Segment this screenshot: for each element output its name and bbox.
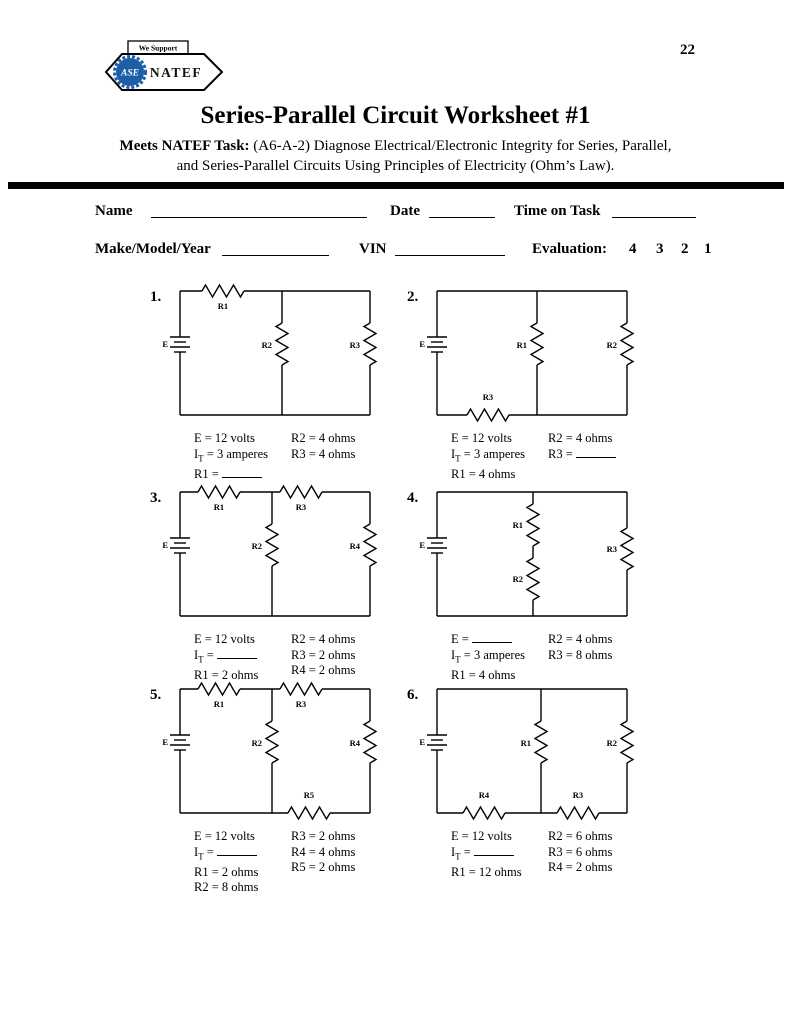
- circuit-diagram-3: [160, 484, 382, 624]
- givens-left-column: [194, 632, 258, 683]
- r3-label: R3: [295, 502, 307, 512]
- task-description: [0, 136, 791, 176]
- r1-label: R1: [213, 502, 225, 512]
- vin-underline: [395, 255, 505, 256]
- givens-right-column: [548, 829, 612, 876]
- resistor-r5-icon: [288, 807, 330, 819]
- wires: [180, 291, 370, 415]
- battery-icon: [170, 538, 190, 553]
- circuit-diagram-2: [417, 283, 639, 423]
- problem-number: 5.: [150, 687, 162, 703]
- r2-label: R2: [512, 574, 523, 584]
- resistor-r3-icon: [280, 683, 322, 695]
- page-title: Series-Parallel Circuit Worksheet #1: [200, 102, 591, 129]
- given-line: R2 = 4 ohms: [548, 431, 613, 445]
- resistor-r4-icon: [463, 807, 505, 819]
- make-model-year-underline: [222, 255, 329, 256]
- divider-rule: [8, 182, 784, 189]
- resistor-r3-icon: [364, 323, 376, 365]
- given-line: E = 12 volts: [194, 829, 255, 843]
- evaluation-value-2: 2: [681, 241, 689, 257]
- given-line: $I_T = 3$ amperes: [451, 446, 525, 463]
- resistor-r1-icon: [202, 285, 244, 297]
- given-line: $I_T = 3$ amperes: [194, 446, 268, 463]
- given-line: R2 = 4 ohms: [548, 632, 613, 646]
- page-number: 22: [680, 42, 695, 58]
- r1-label: R1: [516, 340, 527, 350]
- given-line: R2 = 6 ohms: [548, 829, 613, 843]
- r4-label: R4: [478, 790, 490, 800]
- given-line: R2 = 4 ohms: [291, 431, 356, 445]
- resistor-r4-icon: [364, 721, 376, 763]
- answer-blank: [222, 467, 262, 478]
- given-line: E = 12 volts: [194, 632, 255, 646]
- givens-left-column: [194, 829, 258, 896]
- task-line-1-text: (A6-A-2) Diagnose Electrical/Electronic Integrity for Series, Parallel,: [249, 138, 672, 154]
- resistor-r3-icon: [557, 807, 599, 819]
- battery-icon: [170, 735, 190, 750]
- evaluation-label: Evaluation:: [532, 241, 608, 257]
- answer-blank: [472, 632, 512, 643]
- r3-label: R3: [482, 392, 494, 402]
- make-model-year-label: Make/Model/Year: [95, 241, 211, 257]
- evaluation-value-4: 4: [629, 241, 637, 257]
- battery-icon: [427, 337, 447, 352]
- given-line: E = 12 volts: [194, 431, 255, 445]
- resistor-r2-icon: [266, 524, 278, 566]
- resistor-r1-icon: [531, 323, 543, 365]
- resistor-r2-icon: [621, 721, 633, 763]
- given-line: E =: [451, 632, 525, 648]
- given-line: $I_T = 3$ amperes: [451, 647, 525, 664]
- battery-icon: [170, 337, 190, 352]
- givens-right-column: [291, 632, 355, 679]
- circuit-diagram-5: [160, 681, 382, 821]
- problem-5: [148, 681, 428, 893]
- given-line: $I_T$ =: [194, 845, 258, 865]
- r1-label: R1: [512, 520, 523, 530]
- battery-label: E: [162, 339, 168, 349]
- natef-label: NATEF: [149, 65, 203, 80]
- givens-right-column: [548, 431, 616, 462]
- given-line: $I_T$ =: [451, 845, 522, 865]
- name-underline: [151, 217, 367, 218]
- given-line: E = 12 volts: [451, 431, 512, 445]
- resistor-r2-icon: [621, 323, 633, 365]
- problem-1: [148, 283, 428, 495]
- problem-number: 6.: [407, 687, 419, 703]
- resistor-r2-icon: [276, 323, 288, 365]
- r4-label: R4: [349, 541, 360, 551]
- task-line-1: [0, 136, 791, 156]
- given-line: R1 = 2 ohms: [194, 864, 259, 879]
- problem-6: [405, 681, 685, 893]
- circuit-diagram-4: [417, 484, 639, 624]
- given-line: R3 =: [548, 447, 616, 463]
- problem-number: 4.: [407, 490, 419, 506]
- r4-label: R4: [349, 738, 360, 748]
- r1-label: R1: [217, 301, 229, 311]
- problem-number: 3.: [150, 490, 162, 506]
- given-line: $I_T$ =: [194, 648, 258, 668]
- ase-label: ASE: [121, 68, 139, 79]
- resistor-r1-icon: [198, 486, 240, 498]
- evaluation-value-1: 1: [704, 241, 712, 257]
- givens-right-column: [548, 632, 612, 663]
- resistor-r3-icon: [280, 486, 322, 498]
- resistor-r2-icon: [527, 558, 539, 600]
- given-line: E = 12 volts: [451, 829, 512, 843]
- given-line: R2 = 8 ohms: [194, 880, 259, 894]
- we-support-label: We Support: [138, 43, 178, 53]
- problem-2: [405, 283, 685, 495]
- given-line: R1 = 4 ohms: [451, 466, 516, 481]
- battery-label: E: [419, 540, 425, 550]
- r2-label: R2: [261, 340, 272, 350]
- wires: [437, 689, 627, 813]
- given-line: R2 = 4 ohms: [291, 632, 356, 646]
- given-line: R3 = 6 ohms: [548, 844, 613, 859]
- answer-blank: [217, 648, 257, 659]
- given-line: R1 =: [194, 467, 268, 483]
- givens-block: [194, 829, 428, 899]
- givens-block: [451, 829, 685, 899]
- given-line: R4 = 2 ohms: [291, 663, 356, 677]
- resistor-r2-icon: [266, 721, 278, 763]
- givens-right-column: [291, 431, 355, 462]
- r2-label: R2: [606, 340, 617, 350]
- givens-left-column: [451, 431, 525, 482]
- name-label: Name: [95, 203, 133, 219]
- answer-blank: [576, 447, 616, 458]
- resistor-r1-icon: [527, 504, 539, 546]
- given-line: R3 = 8 ohms: [548, 647, 613, 662]
- r1-label: R1: [520, 738, 531, 748]
- r2-label: R2: [606, 738, 617, 748]
- problem-3: [148, 484, 428, 696]
- wires: [437, 291, 627, 415]
- battery-icon: [427, 538, 447, 553]
- task-line-2: and Series-Parallel Circuits Using Principles of Electricity (Ohm’s Law).: [176, 158, 615, 174]
- problem-4: [405, 484, 685, 696]
- given-line: R3 = 4 ohms: [291, 446, 356, 461]
- given-line: R3 = 2 ohms: [291, 829, 356, 843]
- problem-number: 2.: [407, 289, 419, 305]
- resistor-r3-icon: [621, 528, 633, 570]
- resistor-r1-icon: [198, 683, 240, 695]
- r5-label: R5: [303, 790, 315, 800]
- answer-blank: [217, 845, 257, 856]
- vin-label: VIN: [359, 241, 387, 257]
- date-underline: [429, 217, 495, 218]
- battery-icon: [427, 735, 447, 750]
- problem-number: 1.: [150, 289, 162, 305]
- givens-left-column: [451, 632, 525, 683]
- r1-label: R1: [213, 699, 225, 709]
- natef-logo: [96, 38, 228, 96]
- time-on-task-underline: [612, 217, 696, 218]
- given-line: R4 = 2 ohms: [548, 860, 613, 874]
- r2-label: R2: [251, 541, 262, 551]
- r2-label: R2: [251, 738, 262, 748]
- evaluation-value-3: 3: [656, 241, 664, 257]
- time-on-task-label: Time on Task: [514, 203, 601, 219]
- resistor-r4-icon: [364, 524, 376, 566]
- givens-right-column: [291, 829, 355, 876]
- battery-label: E: [419, 737, 425, 747]
- resistor-r3-icon: [467, 409, 509, 421]
- given-line: R1 = 12 ohms: [451, 864, 522, 879]
- given-line: R1 = 4 ohms: [451, 667, 516, 682]
- given-line: R5 = 2 ohms: [291, 860, 356, 874]
- date-label: Date: [390, 203, 420, 219]
- wires: [180, 492, 370, 616]
- battery-label: E: [162, 540, 168, 550]
- r3-label: R3: [572, 790, 584, 800]
- circuit-diagram-6: [417, 681, 639, 821]
- givens-left-column: [451, 829, 522, 880]
- battery-label: E: [162, 737, 168, 747]
- resistor-r1-icon: [535, 721, 547, 763]
- r3-label: R3: [349, 340, 360, 350]
- task-label: Meets NATEF Task:: [119, 138, 250, 154]
- r3-label: R3: [295, 699, 307, 709]
- wires: [180, 689, 370, 813]
- given-line: R4 = 4 ohms: [291, 844, 356, 859]
- r3-label: R3: [606, 544, 617, 554]
- battery-label: E: [419, 339, 425, 349]
- given-line: R1 = 2 ohms: [194, 667, 259, 682]
- circuit-diagram-1: [160, 283, 382, 423]
- answer-blank: [474, 845, 514, 856]
- givens-left-column: [194, 431, 268, 482]
- given-line: R3 = 2 ohms: [291, 647, 356, 662]
